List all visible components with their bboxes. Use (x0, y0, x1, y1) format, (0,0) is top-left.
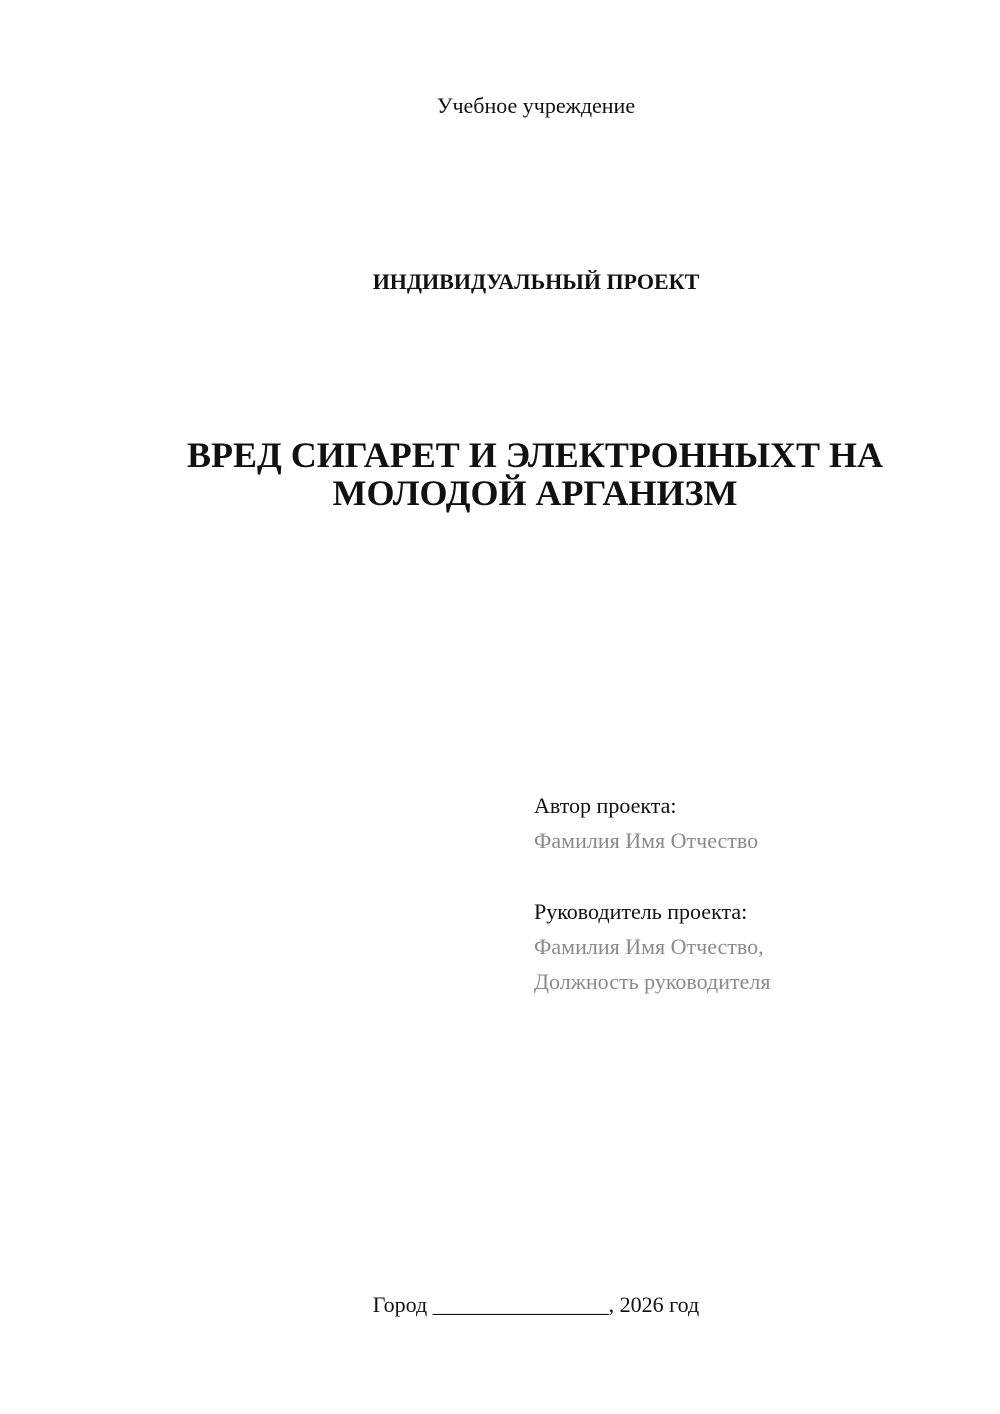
project-title-line-1: ВРЕД СИГАРЕТ И ЭЛЕКТРОННЫХТ НА (186, 435, 884, 475)
project-title (150, 436, 920, 512)
supervisor-position-placeholder: Должность руководителя (534, 969, 771, 994)
author-name-placeholder: Фамилия Имя Отчество (534, 828, 759, 853)
institution-name: Учебное учреждение (436, 93, 636, 118)
supervisor-name-placeholder: Фамилия Имя Отчество, (534, 934, 764, 959)
project-info-block (534, 788, 974, 999)
supervisor-label: Руководитель проекта: (534, 899, 748, 924)
city-year-footer: Город ________________, 2026 год (372, 1292, 700, 1317)
author-label: Автор проекта: (534, 793, 677, 818)
project-title-line-2: МОЛОДОЙ АРГАНИЗМ (332, 473, 738, 513)
project-type-heading: ИНДИВИДУАЛЬНЫЙ ПРОЕКТ (372, 269, 700, 294)
section-spacer (534, 858, 974, 894)
